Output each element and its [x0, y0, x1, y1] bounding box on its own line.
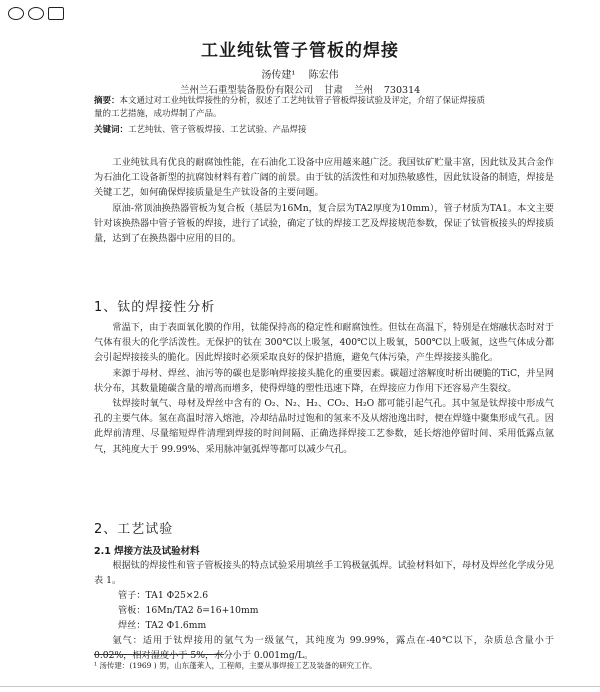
keywords — [94, 124, 554, 137]
abstract-text-2: 量的工艺措施，成功焊制了产品。 — [94, 109, 222, 119]
page-bottom-rule — [0, 686, 600, 687]
abstract-label: 摘要： — [94, 96, 120, 106]
affiliation: 兰州兰石重型装备股份有限公司 甘肃 兰州 730314 — [179, 85, 421, 96]
authors: 汤传建¹ 陈宏伟 — [261, 70, 339, 81]
logo-mark-icon — [28, 7, 44, 20]
intro-paragraph-2: 原油-常顶油换热器管板为复合板（基层为16Mn，复合层为TA2厚度为10mm），管子材质为TA1。本文主要针对该换热器中管子管板的焊接，进行了试验，确定了钛的焊接工艺及焊接规范参数，保证了钛管板接头的焊接质量，达到了在换热器中应用的目的。 — [94, 202, 554, 245]
keywords-text: 工艺纯钛、管子管板焊接、工艺试验、产品焊接 — [128, 125, 307, 135]
intro-paragraph-1: 工业纯钛具有优良的耐腐蚀性能，在石油化工设备中应用越来越广泛。我国钛矿贮量丰富，因此钛及其合金作为石油化工设备新型的抗腐蚀材料有着广阔的前景。由于钛的活泼性和对加热敏感性，因此钛设备的制造，焊接是关键工艺，如何确保焊接质量是生产钛设备的主要问题。 — [94, 157, 554, 199]
footnote: ¹ 汤传建：(1969 ) 男，山东蓬莱人，工程师，主要从事焊接工艺及装备的研究工作。 — [94, 661, 377, 670]
section-2-paragraph-2: 氩气：适用于钛焊接用的氩气为一级氩气，其纯度为 99.99%，露点在-40℃以下，杂质总含量小于 0.02%，相对湿度小于 5%，水分小于 0.001mg/L。 — [94, 635, 554, 662]
section-1-paragraph-3: 钛焊接时氧气、母材及焊丝中含有的 O₂、N₂、H₂、CO₂、H₂O 都可能引起气孔。其中氢是钛焊接中形成气孔的主要气体。氢在高温时溶入熔池，冷却结晶时过饱和的氢来不及从熔池逸出时，便在焊缝中聚集形成气孔。因此焊前清理、尽量缩短焊件清理到焊接的时间间隔、正确选择焊接工艺参数，延长熔池停留时间、采用低露点氩气，其纯度大于 99.99%、采用脉冲氩弧焊等都可以减少气孔。 — [94, 398, 554, 455]
material-tube: 管子：TA1 Φ25×2.6 — [118, 590, 209, 601]
keywords-label: 关键词： — [94, 125, 129, 135]
material-plate: 管板：16Mn/TA2 δ=16+10mm — [118, 605, 259, 616]
publisher-logos — [8, 7, 64, 20]
abstract — [94, 95, 554, 121]
section-1-paragraph-1: 常温下，由于表面氧化膜的作用，钛能保持高的稳定性和耐腐蚀性。但钛在高温下，特别是在熔融状态时对于气体有很大的化学活泼性。无保护的钛在 300℃以上吸氢，400℃以上吸氧，500℃以上吸氮，这些气体成分都会引起焊接接头的脆化。因此焊接时必须采取良好的保护措施，避免气体污染，产生焊接接头脆化。 — [94, 322, 554, 364]
section-2-heading: 2、工艺试验 — [94, 522, 174, 537]
abstract-text: 本文通过对工业纯钛焊接性的分析，叙述了工艺纯钛管子管板焊接试验及评定，介绍了保证焊接质 — [119, 96, 486, 106]
section-1-heading: 1、钛的焊接性分析 — [94, 300, 216, 315]
section-2-paragraph-1: 根据钛的焊接性和管子管板接头的特点试验采用填丝手工钨极氩弧焊。试验材料如下，母材及焊丝化学成分见表 1。 — [94, 560, 554, 587]
logo-mark-icon — [8, 7, 24, 20]
section-2-argon — [94, 633, 554, 663]
introduction — [94, 155, 554, 246]
logo-mark-icon — [48, 7, 64, 20]
paper-title: 工业纯钛管子管板的焊接 — [201, 41, 399, 61]
section-2-intro — [94, 558, 554, 588]
material-wire: 焊丝：TA2 Φ1.6mm — [118, 620, 207, 631]
subsection-2-1-heading: 2.1 焊接方法及试验材料 — [94, 546, 200, 557]
section-1-paragraph-2: 来源于母材、焊丝、油污等的碳也是影响焊接接头脆化的重要因素。碳超过溶解度时析出硬脆的TiC，并呈网状分布，其数量随碳含量的增高而增多，使得焊缝的塑性迅速下降，在焊接应力作用下还容易产生裂纹。 — [94, 367, 554, 394]
section-1-body — [94, 320, 554, 457]
footnote-divider — [94, 654, 224, 655]
